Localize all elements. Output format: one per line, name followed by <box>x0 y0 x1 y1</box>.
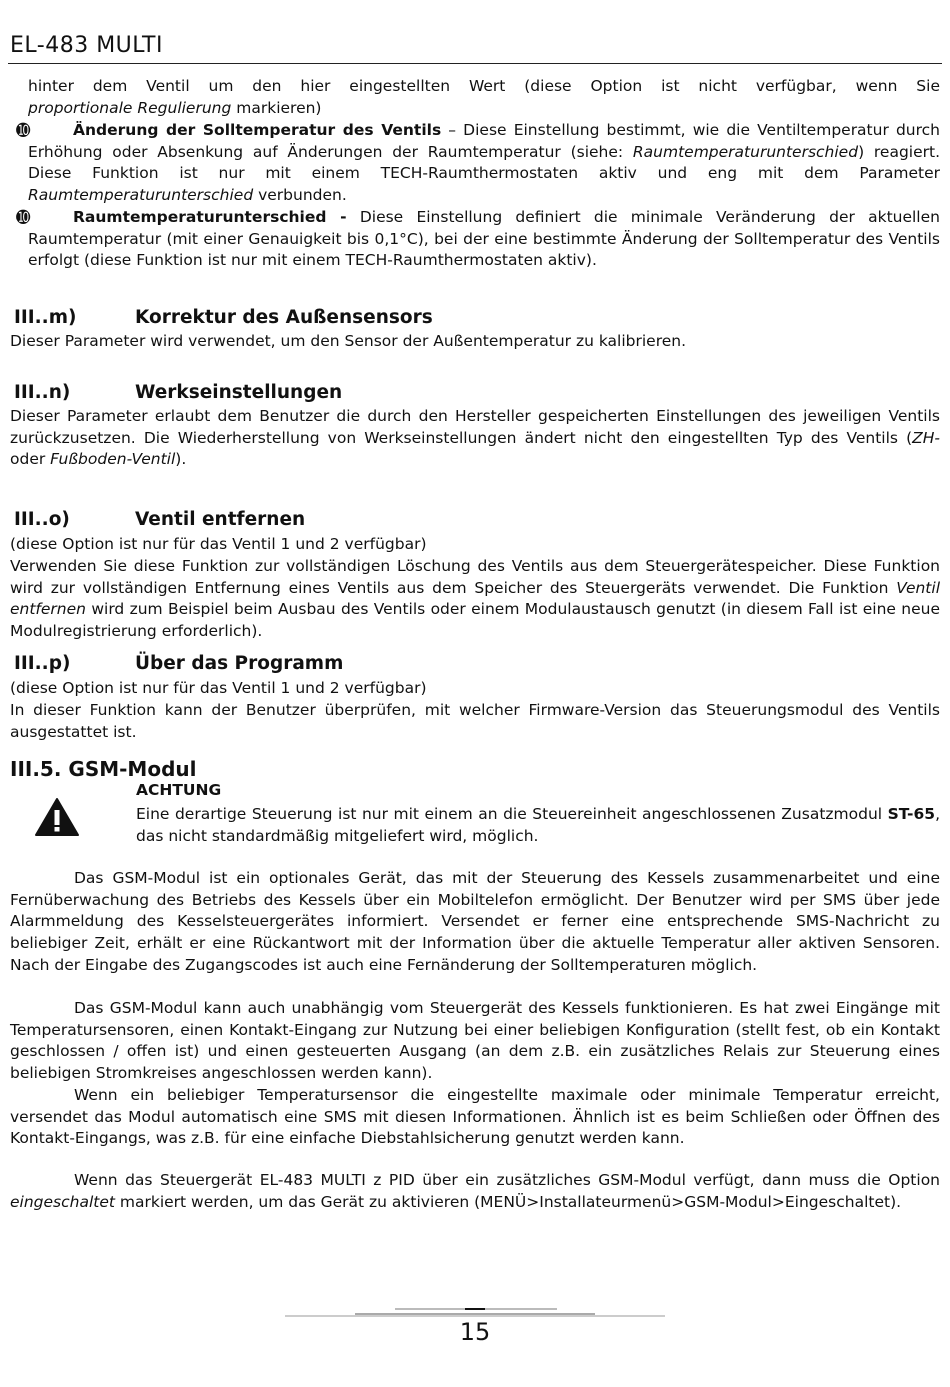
italic-run: eingeschaltet <box>10 1192 115 1211</box>
section-heading-n <box>14 382 342 403</box>
text-run: ). <box>175 450 187 469</box>
warning-triangle-icon <box>34 797 80 837</box>
text-run: Verwenden Sie diese Funktion zur vollständigen Löschung des Ventils aus dem Steuergerätespeicher. Diese Funktion wird zur vollständigen Entfernung eines Ventils aus dem Speicher des Steuergeräts verwendet. Die Funktion <box>10 557 940 597</box>
section-o-note: (diese Option ist nur für das Ventil 1 und 2 verfügbar) <box>10 535 427 553</box>
intro-line1: hinter dem Ventil um den hier eingestellten Wert (diese Option ist nicht verfügbar, wenn Sie <box>28 77 940 95</box>
item-setpoint-text: – Diese Einstellung bestimmt, wie die Ventiltemperatur durch Erhöhung oder Absenkung auf Änderungen der Raumtemperatur (siehe: <box>28 121 940 161</box>
intro-italic: proportionale Regulierung <box>28 98 232 117</box>
text-run: , das nicht standardmäßig mitgeliefert wird, möglich. <box>136 805 940 845</box>
gsm-paragraph-3: Wenn ein beliebiger Temperatursensor die eingestellte maximale oder minimale Temperatur erreicht, versendet das Modul automatisch eine SMS mit diesen Informationen. Ähnlich ist es beim Schließen oder Öffnen des Kontakt-Eingangs, was z.B. für eine einfache Diebstahlsicherung genutzt werden kann. <box>10 1086 940 1148</box>
italic-run: ZH- <box>912 428 940 447</box>
warning-title: ACHTUNG <box>136 781 222 799</box>
item-setpoint-title: Änderung der Solltemperatur des Ventils <box>73 121 442 139</box>
item-setpoint-italic2: Raumtemperaturunterschied <box>28 186 254 205</box>
section-p-note: (diese Option ist nur für das Ventil 1 und 2 verfügbar) <box>10 679 427 697</box>
item-room-diff-title: Raumtemperaturunterschied - <box>73 208 347 226</box>
item-setpoint-text2: ) reagiert. Diese Funktion ist nur mit einem TECH-Raumthermostaten aktiv und eng mit dem Parameter <box>28 142 940 183</box>
item-setpoint-italic: Raumtemperaturunterschied <box>632 142 859 161</box>
text-run: wird zum Beispiel beim Ausbau des Ventils oder einem Modulaustausch genutzt (in diesem Fall ist eine neue Modulregistrierung erforderlich). <box>10 600 940 641</box>
item-setpoint-text3: verbunden. <box>253 186 347 205</box>
section-number: III..m) <box>14 307 77 328</box>
section-title: Über das Programm <box>135 653 344 674</box>
section-number: III..n) <box>14 382 71 403</box>
section-title: Ventil entfernen <box>135 509 306 530</box>
warning-text <box>136 804 940 847</box>
section-title: Korrektur des Außensensors <box>135 307 433 328</box>
gsm-paragraph-2: Das GSM-Modul kann auch unabhängig vom Steuergerät des Kessels funktionieren. Es hat zwei Eingänge mit Temperatursensoren, einen Kontakt-Eingang zur Nutzung bei einer beliebigen Konfiguration (stellt fest, ob ein Kontakt geschlossen / offen ist) und einen gesteuerten Ausgang (an dem z.B. ein zusätzliches Relais zur Steuerung eines beliebigen Stromkreises angeschlossen werden kann). <box>10 999 940 1083</box>
section-n-text <box>10 406 940 471</box>
gsm-section-title: III.5. GSM-Modul <box>10 757 197 781</box>
section-number: III..p) <box>14 653 71 674</box>
circled-ten-icon: ➓ <box>16 121 31 141</box>
circled-ten-icon: ➓ <box>16 208 31 228</box>
item-room-diff-text: Diese Einstellung definiert die minimale Veränderung der aktuellen Raumtemperatur (mit einer Genauigkeit bis 0,1°C), bei der eine bestimmte Änderung der Solltemperatur des Ventils erfolgt (diese Funktion ist nur mit einem TECH-Raumthermostaten aktiv). <box>28 208 940 270</box>
page-number: 15 <box>459 1318 491 1346</box>
section-number: III..o) <box>14 509 70 530</box>
text-run: Dieser Parameter erlaubt dem Benutzer die durch den Hersteller gespeicherten Einstellungen des jeweiligen Ventils zurückzusetzen. Die Wiederherstellung von Werkseinstellungen ändert nicht den eingestellten Typ des Ventils ( <box>10 407 940 447</box>
text-run: oder <box>10 450 51 469</box>
bold-run: ST-65 <box>887 805 936 823</box>
italic-run: Fußboden-Ventil <box>50 450 176 469</box>
item-setpoint-change <box>28 120 940 207</box>
section-p-text: In dieser Funktion kann der Benutzer überprüfen, mit welcher Firmware-Version das Steuerungsmodul des Ventils ausgestattet ist. <box>10 701 940 741</box>
intro-rest: markieren) <box>231 98 322 117</box>
gsm-paragraph-4 <box>10 1170 940 1213</box>
section-heading-o <box>14 509 305 530</box>
italic-run: Ventil entfernen <box>10 578 940 619</box>
text-run: Wenn das Steuergerät EL-483 MULTI z PID über ein zusätzliches GSM-Modul verfügt, dann muss die Option <box>74 1171 940 1189</box>
section-heading-m <box>14 307 433 328</box>
section-heading-p <box>14 653 343 674</box>
header-rule <box>8 63 942 64</box>
section-m-text: Dieser Parameter wird verwendet, um den Sensor der Außentemperatur zu kalibrieren. <box>10 332 687 350</box>
intro-paragraph <box>28 76 940 119</box>
document-header-title: EL-483 MULTI <box>10 33 163 58</box>
gsm-paragraph-1: Das GSM-Modul ist ein optionales Gerät, das mit der Steuerung des Kessels zusammenarbeitet und eine Fernüberwachung des Betriebs des Kessels über ein Mobiltelefon ermöglicht. Der Benutzer wird per SMS über jede Alarmmeldung des Kesselsteuergerätes informiert. Versendet er ferner eine entsprechende SMS-Nachricht zu beliebiger Zeit, erhält er eine Rückantwort mit der Information über die aktuelle Temperatur aller aktiven Sensoren. Nach der Eingabe des Zugangscodes ist auch eine Fernänderung der Solltemperaturen möglich. <box>10 869 940 974</box>
section-o-text <box>10 556 940 643</box>
text-run: markiert werden, um das Gerät zu aktivieren (MENÜ>Installateurmenü>GSM-Modul>Eingeschaltet). <box>114 1192 902 1211</box>
item-room-temp-diff <box>28 207 940 272</box>
text-run: Eine derartige Steuerung ist nur mit einem an die Steuereinheit angeschlossenen Zusatzmodul <box>136 805 888 823</box>
section-title: Werkseinstellungen <box>135 382 343 403</box>
